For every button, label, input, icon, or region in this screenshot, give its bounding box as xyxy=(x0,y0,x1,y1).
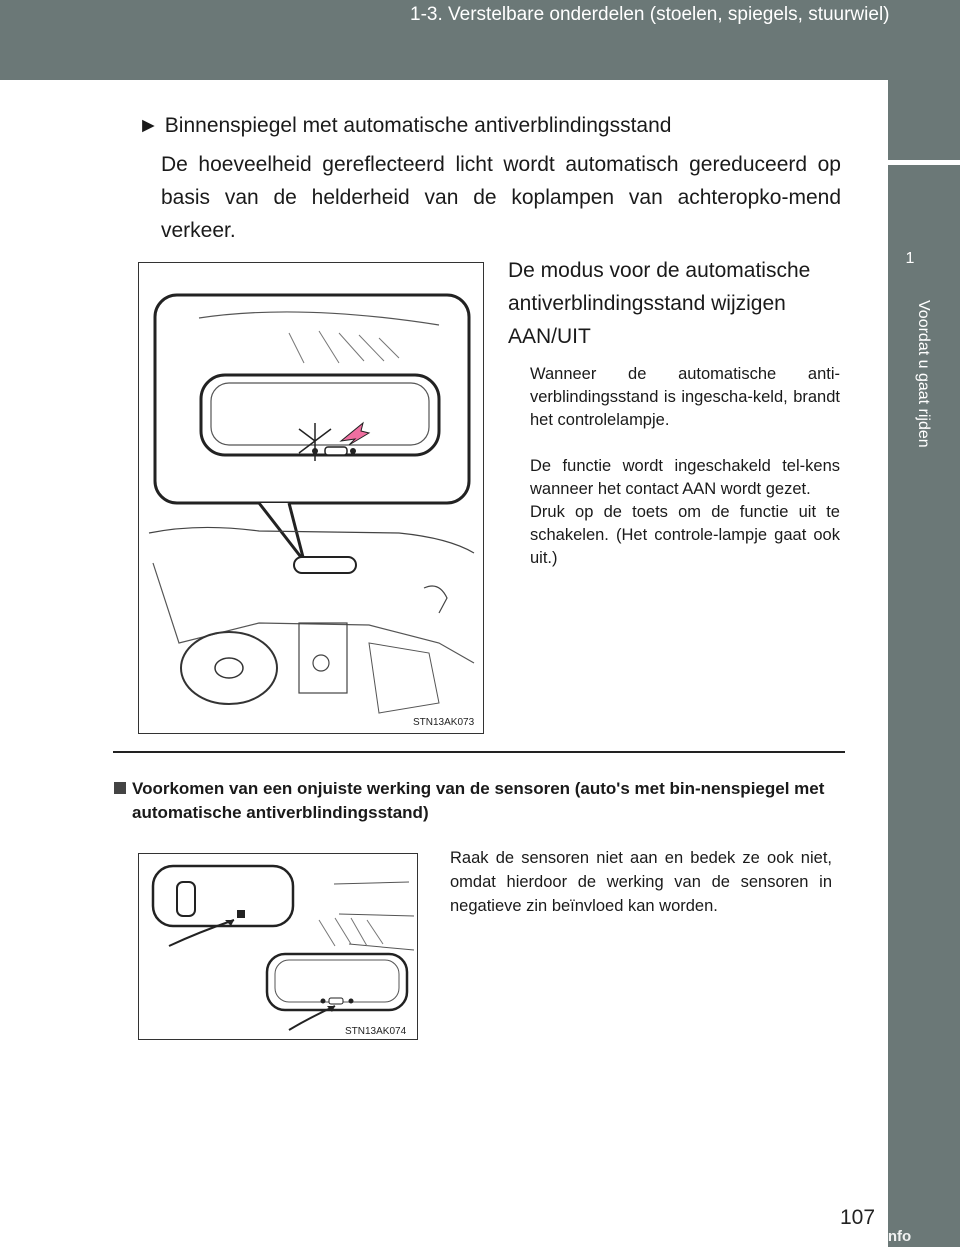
note-heading xyxy=(114,777,862,825)
figure-code: STN13AK073 xyxy=(413,717,475,728)
header-title: 1-3. Verstelbare onderdelen (stoelen, spiegels, stuurwiel) xyxy=(410,4,890,25)
watermark-text: carmanualsonline.info xyxy=(752,1228,912,1245)
mode-title-line: AAN/UIT xyxy=(508,325,591,348)
chapter-title: Voordat u gaat rijden xyxy=(915,300,932,448)
section-divider xyxy=(113,751,845,753)
sensor-drawing xyxy=(139,854,419,1041)
section-intro: De hoeveelheid gereflecteerd licht wordt automatisch gereduceerd op basis van de helderheid van de koplampen van achteropko-mend verkeer. xyxy=(161,153,841,242)
mode-title-line: antiverblindingsstand wijzigen xyxy=(508,292,786,315)
square-bullet-icon xyxy=(114,782,126,794)
function-paragraph xyxy=(530,455,840,570)
section-heading-text: Binnenspiegel met automatische antiverblindingsstand xyxy=(164,114,672,137)
chapter-tab xyxy=(888,80,960,160)
mode-title-line: De modus voor de automatische xyxy=(508,259,811,282)
mirror-dashboard-drawing xyxy=(139,263,485,735)
mirror-dashboard-illustration xyxy=(138,262,484,734)
function-paragraph-line: De functie wordt ingeschakeld tel-kens wanneer het contact AAN wordt gezet. xyxy=(530,457,840,498)
function-paragraph-line: Druk op de toets om de functie uit te schakelen. (Het controle-lampje gaat ook uit.) xyxy=(530,503,840,567)
mode-title xyxy=(508,254,848,353)
indicator-paragraph: Wanneer de automatische anti-verblindingsstand is ingescha-keld, brandt het controlelampje. xyxy=(530,365,840,429)
sensor-illustration xyxy=(138,853,418,1040)
page-header xyxy=(0,0,960,80)
figure-code: STN13AK074 xyxy=(345,1026,407,1037)
note-body: Raak de sensoren niet aan en bedek ze ook niet, omdat hierdoor de werking van de sensoren in negatieve zin beïnvloed kan worden. xyxy=(450,849,832,915)
section-heading xyxy=(138,114,671,138)
note-heading-text: Voorkomen van een onjuiste werking van de sensoren (auto's met bin-nenspiegel met automatische antiverblindingsstand) xyxy=(132,779,825,822)
triangle-marker-icon: ► xyxy=(138,114,159,137)
page-number: 107 xyxy=(840,1206,876,1229)
chapter-number: 1 xyxy=(905,250,915,267)
